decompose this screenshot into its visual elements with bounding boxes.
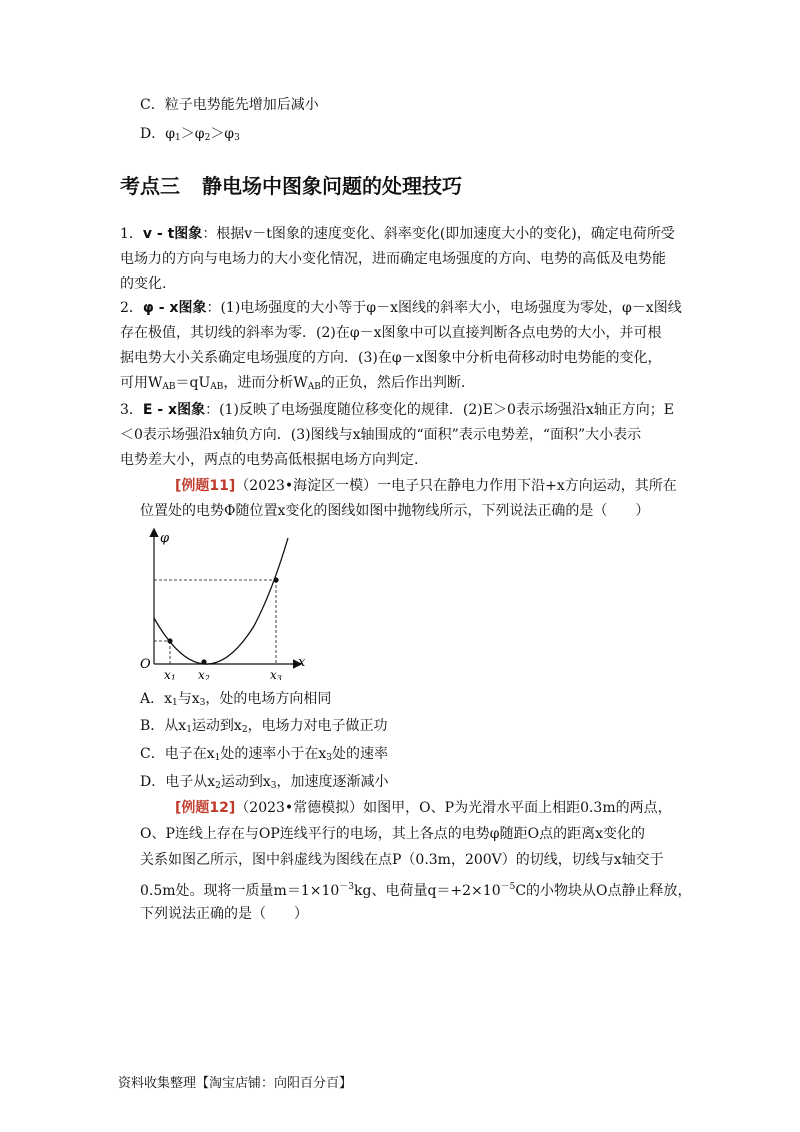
p3-line2: ＜0表示场强沿x轴负方向．(3)图线与x轴围成的“面积”表示电势差，“面积”大小表示 xyxy=(120,427,642,443)
p2-line1: 2．φ - x图象：(1)电场强度的大小等于φ－x图线的斜率大小，电场强度为零处，φ－x图线 xyxy=(120,300,682,316)
section-heading: 考点三 静电场中图象问题的处理技巧 xyxy=(120,174,462,198)
option-c: C．电子在$x_1$处的速率小于在$x_3$处的速率 xyxy=(140,746,388,763)
p1-line1: 1．v - t图象：根据v－t图象的速度变化、斜率变化(即加速度大小的变化)，确定电荷所受 xyxy=(120,226,675,242)
example11-line2: 位置处的电势Φ随位置x变化的图线如图中抛物线所示，下列说法正确的是（ ） xyxy=(140,503,650,519)
p1-line2: 电场力的方向与电场力的大小变化情况，进而确定电场强度的方向、电势的高低及电势能 xyxy=(120,251,666,267)
p2-line2: 存在极值，其切线的斜率为零．(2)在φ－x图象中可以直接判断各点电势的大小，并可根 xyxy=(120,325,662,341)
example12-line5: 下列说法正确的是（ ） xyxy=(140,906,308,922)
point-x2 xyxy=(201,659,206,664)
point-x3 xyxy=(273,577,278,582)
option-d: D．电子从$x_2$运动到$x_3$，加速度逐渐减小 xyxy=(140,774,389,791)
example12-line4: 0.5m处。现将一质量$m=1\times 10^{-3}kg$、电荷量$q=+2\times 10^{-5}C$的小物块从O点静止释放， xyxy=(140,882,692,899)
option-c-prev: C．粒子电势能先增加后减小 xyxy=(140,97,319,113)
x2-label: x2 xyxy=(198,668,210,680)
footer-source: 资料收集整理【淘宝店铺：向阳百分百】 xyxy=(118,1076,353,1091)
example12-line2: O、P连线上存在与OP连线平行的电场，其上各点的电势φ随距O点的距离x变化的 xyxy=(140,826,645,842)
x-axis-label: x xyxy=(298,655,306,670)
y-axis-label: φ xyxy=(160,531,170,546)
option-b: B．从$x_1$运动到$x_2$，电场力对电子做正功 xyxy=(140,718,388,735)
p2-line3: 据电势大小关系确定电场强度的方向．(3)在φ－x图象中分析电荷移动时电势能的变化， xyxy=(120,350,662,366)
p3-line1: 3．E - x图象：(1)反映了电场强度随位移变化的规律．(2)E＞0表示场强沿x轴正方向；E xyxy=(120,402,674,418)
p1-line3: 的变化. xyxy=(120,276,167,292)
point-x1 xyxy=(167,638,172,643)
example12-line3: 关系如图乙所示，图中斜虚线为图线在点P（0.3m，200V）的切线，切线与x轴交于 xyxy=(140,852,664,868)
x1-label: x1 xyxy=(164,668,176,680)
x3-label: x3 xyxy=(270,668,282,680)
phi-x-graph xyxy=(140,520,320,680)
example11-line1: [例题11]（2023•海淀区一模）一电子只在静电力作用下沿+x方向运动，其所在 xyxy=(175,478,677,494)
parabola-curve xyxy=(154,538,288,664)
p2-line4: 可用$W_{AB}=qU_{AB}$，进而分析$W_{AB}$的正负，然后作出判断. xyxy=(120,375,466,392)
origin-label: O xyxy=(140,657,151,672)
example12-line1: [例题12]（2023•常德模拟）如图甲，O、P为光滑水平面上相距0.3m的两点， xyxy=(175,800,672,816)
p3-line3: 电势差大小，两点的电势高低根据电场方向判定. xyxy=(120,452,419,468)
option-a: A．$x_1$与$x_3$，处的电场方向相同 xyxy=(140,691,332,708)
option-d-prev: D．$\varphi_1>\varphi_2>\varphi_3$ xyxy=(140,126,240,143)
